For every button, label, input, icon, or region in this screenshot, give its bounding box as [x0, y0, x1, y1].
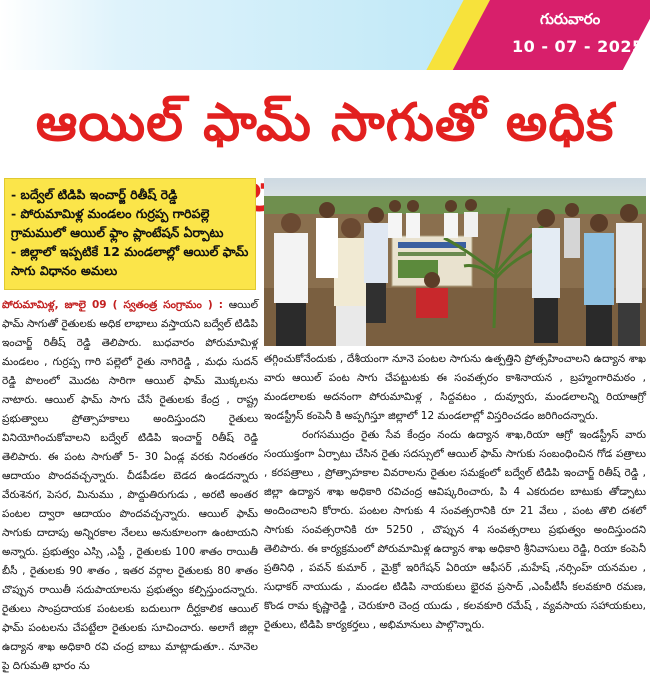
masthead-date: 10 - 07 - 2025	[512, 37, 644, 56]
article-col2-para-1: తగ్గించుకోనేందుకు , దేశీయంగా నూనె పంటల సాగును ఉత్పత్తిని ప్రోత్సహించాలని ఉద్యాన శాఖ వారు ఆయిల్ పంట సాగు చేపట్టుటకు ఈ సంవత్సరం కాశినాయన , బ్రహ్మంగారిమఠం , మండలాలకు అదనంగా పోరుమామిళ్ల , సిద్దవటం , దువ్వూరు, మండలాలన్ని రియాఆగ్రో ఇండస్ట్రీస్ కంపెనీ కి అప్పగిస్తూ జిల్లాలో 12 మండలాల్లో విస్తరించడం జరిగిందన్నారు.	[264, 353, 646, 422]
subhead-3: - జిల్లాలో ఇప్పటికే 12 మండలాల్లో ఆయిల్ ఫామ్ సాగు విధానం అమలు	[11, 244, 249, 278]
article-dateline: పోరుమామిళ్ల, జూలై 09 ( స్వతంత్ర సంగ్రామం ) :	[2, 299, 223, 311]
news-photo	[264, 178, 646, 346]
headline: ఆయిల్ ఫామ్ సాగుతో అధిక	[35, 93, 615, 153]
masthead-day: గురువారం	[540, 10, 601, 28]
masthead-blue-stripe	[0, 0, 470, 70]
article-column-2	[264, 350, 646, 635]
subheads-box	[4, 178, 256, 290]
article-col1-text: ఆయిల్ ఫామ్ సాగుతో రైతులకు అధిక లాభాలు వస్తాయని బద్వేల్ టిడిపి ఇంచార్జ్ రితీష్ రెడ్డి తెలిపారు. బుధవారం పోరుమామిళ్ల మండలం , గుర్రప్ప గారి పల్లెలో రైతు నాగిరెడ్డి , మధు సుదన్ రెడ్డి పొలంలో మొదట సారిగా ఆయిల్ ఫామ్ మొక్కలను నాటారు. ఆయిల్ ఫామ్ సాగు చేసే రైతులకు కేంద్ర , రాష్ట్ర ప్రభుత్వాలు ప్రోత్సాహకాలు అందిస్తుందని రైతులు వినియోగించుకోవాలని బద్వేల్ టిడిపి ఇంచార్జ్ రితీష్ రెడ్డి తెలిపారు. ఈ పంట సాగుతో 5- 30 ఏండ్ల వరకు నిరంతరం ఆదాయం పొందవచ్చన్నారు. చీడపీడల బెడద ఉండదన్నారు వేరుశెనగ, పెసర, మినుము , పొద్దుతిరుగుడు , అరటి అంతర పంటల ద్వారా ఆదాయం పొందవచ్చన్నారు. ఆయిల్ ఫామ్ సాగుకు దాదాపు అన్నిరకాల నేలలు అనుకూలంగా ఉంటాయని అన్నారు. ప్రభుత్వం ఎస్సి ,ఎస్టీ , రైతులకు 100 శాతం రాయితీ బీసీ , రైతులకు 90 శాతం , ఇతర వర్గాల రైతులకు 80 శాతం చొప్పున రాయితీ సదుపాయాలను ప్రభుత్వం కల్పిస్తుందన్నారు. రైతులు సాంప్రదాయక పంటలకు బదులుగా దీర్ఘకాలిక ఆయిల్ ఫామ్ పంటలను చేపట్టేలా రైతులకు సూచించారు. అలాగే జిల్లా ఉద్యాన శాఖ అధికారి రవి చంద్ర బాబు మాట్లాడుతూ.. నూనెల పై దిగుమతి భారం ను	[2, 299, 259, 672]
article-col2-para-2: రంగసముద్రం రైతు సేవ కేంద్రం నందు ఉద్యాన శాఖ,రియా ఆగ్రో ఇండస్ట్రీస్ వారు సంయుక్తంగా ఏర్పాటు చేసిన రైతు సదస్సులో ఆయిల్ ఫామ్ సాగుకు సంబంధించిన గోడ పత్రాలు , కరపత్రాలు , ప్రోత్సాహకాల వివరాలను రైతుల సమక్షంలో బద్వేల్ టిడిపి ఇంచార్జ్ రితీష్ రెడ్డి , జిల్లా ఉద్యాన శాఖ అధికారి రవిచంద్ర ఆవిష్కరించారు, పి 4 ఎకరుదల బాటుకు తోడ్పాటు అందించాలని కోరారు. పంటల సాగుకు 4 సంవత్సరానికి రూ 21 వేలు , పంట తొలి దశలో సాగుకు సంవత్సరానికి రూ 5250 , చొప్పున 4 సంవత్సరాలు ప్రభుత్వం అందిస్తుందని తెలిపారు. ఈ కార్యక్రమంలో పోరుమామిళ్ల ఉద్యాన శాఖ అధికారి శ్రీనివాసులు రెడ్డి, రియా కంపెనీ ప్రతినిధి , పవన్ కుమార్ , మైక్రో ఇరిగేషన్ ఏరియా ఆఫీసర్ ,మహేష్ ,నర్సింహ్ యనమల , సుధాకర్ నాయుడు , మండల టిడిపి నాయకులు భైరవ ప్రసాద్ ,ఎంపీటీసీ కలవకూరి రమణ, కొండ రామ కృష్ణారెడ్డి , చెరుకూరి చెంద్ర యుడు , కలవకూరి రమేష్ , వ్యవసాయ సహాయకులు, రైతులు, టిడిపి కార్యకర్తలు , అభిమానులు పాల్గొన్నారు.	[264, 429, 646, 631]
subhead-2: - పోరుమామిళ్ల మండలం గుర్రప్ప గారిపల్లె గ్రామములో ఆయిల్ ఫ్లాం ప్లాంటేషన్ ఏర్పాటు	[11, 206, 224, 240]
photo-illustration	[264, 178, 646, 346]
masthead-band	[0, 0, 650, 70]
article-column-1	[2, 296, 258, 676]
subhead-1: - బద్వేల్ టిడిపి ఇంచార్జ్ రితీష్ రెడ్డి	[11, 187, 178, 202]
